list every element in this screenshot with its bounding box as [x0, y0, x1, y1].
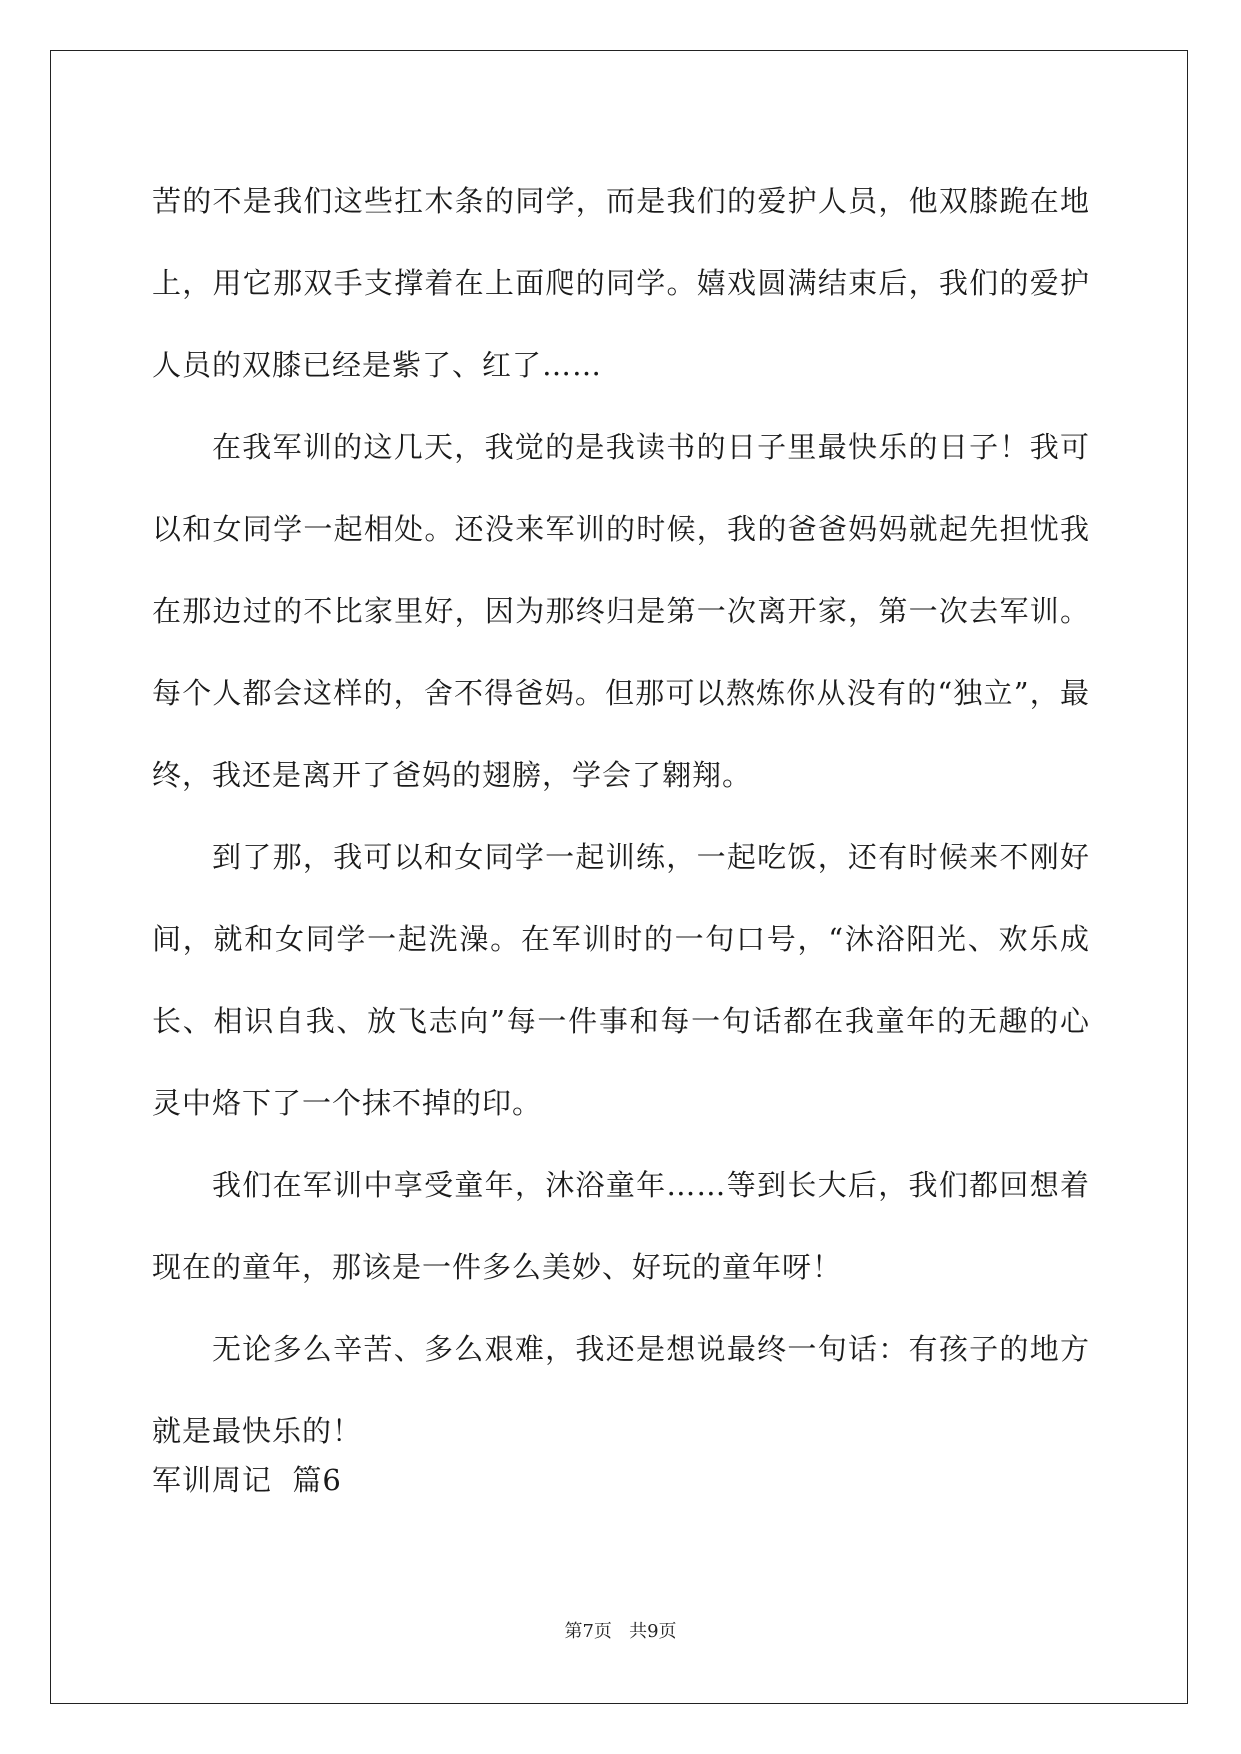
paragraph-3: 到了那，我可以和女同学一起训练，一起吃饭，还有时候来不刚好间，就和女同学一起洗澡。在军训时的一句口号，“沐浴阳光、欢乐成长、相识自我、放飞志向”每一件事和每一句话都在我童年的无趣的心灵中烙下了一个抹不掉的印。	[152, 840, 1090, 1120]
section-heading: 军训周记 篇6	[152, 1463, 342, 1497]
paragraph-5: 无论多么辛苦、多么艰难，我还是想说最终一句话：有孩子的地方就是最快乐的！	[152, 1332, 1090, 1448]
paragraph-1: 苦的不是我们这些扛木条的同学，而是我们的爱护人员，他双膝跪在地上，用它那双手支撑着在上面爬的同学。嬉戏圆满结束后，我们的爱护人员的双膝已经是紫了、红了……	[152, 184, 1090, 382]
document-body	[152, 160, 1090, 1472]
page-number-footer: 第7页 共9页	[564, 1621, 677, 1642]
paragraph-4: 我们在军训中享受童年，沐浴童年……等到长大后，我们都回想着现在的童年，那该是一件多么美妙、好玩的童年呀！	[152, 1168, 1090, 1284]
paragraph-2: 在我军训的这几天，我觉的是我读书的日子里最快乐的日子！我可以和女同学一起相处。还没来军训的时候，我的爸爸妈妈就起先担忧我在那边过的不比家里好，因为那终归是第一次离开家，第一次去军训。每个人都会这样的，舍不得爸妈。但那可以熬炼你从没有的“独立”，最终，我还是离开了爸妈的翅膀，学会了翱翔。	[152, 430, 1090, 792]
